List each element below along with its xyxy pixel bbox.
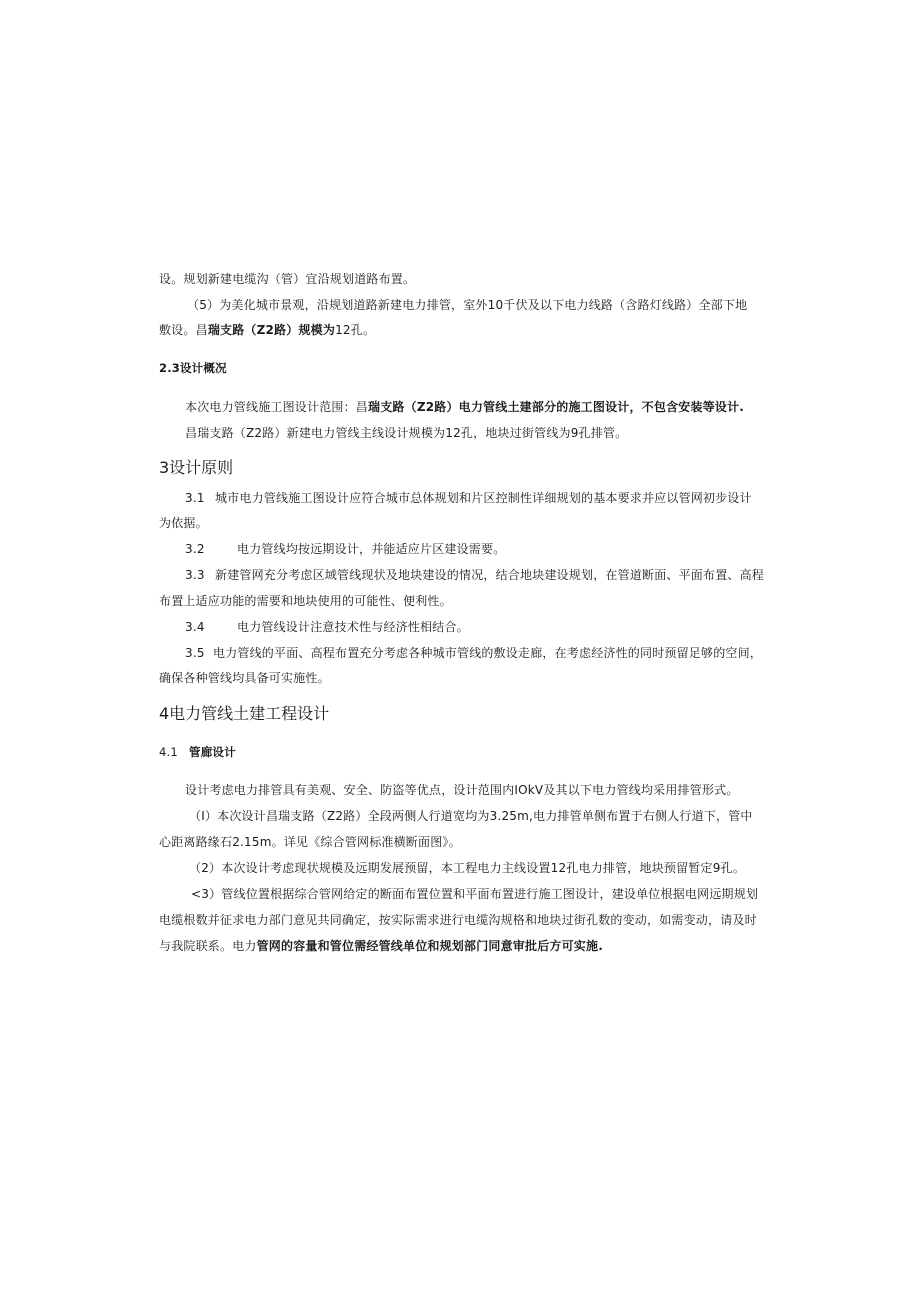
- text: （I）本次设计昌瑞支路（Z2路）全段两侧人行道宽均为3.25m,电力排管单侧布置于右侧人行道下，管中: [189, 809, 753, 823]
- text: 为依据。: [159, 516, 208, 530]
- principle-3-1: [185, 490, 752, 506]
- text: 设计考虑电力排管具有美观、安全、防盗等优点，设计范围内IOkV及其以下电力管线均采用排管形式。: [185, 783, 739, 797]
- principle-3-5-cont: [159, 670, 330, 686]
- bold-text: 瑞支路（Z2路）规模为: [207, 323, 336, 337]
- principle-3-5: [185, 645, 762, 661]
- text: 心距离路缘石2.15m。详见《综合管网标准横断面图》。: [159, 835, 461, 849]
- section-heading-4: 4电力管线土建工程设计: [159, 704, 330, 723]
- paragraph-item-5-cont: [159, 322, 375, 338]
- design-item-3-end: [159, 938, 603, 954]
- bold-text: 瑞支路（Z2路）电力管线土建部分的施工图设计，不包含安装等设计.: [368, 400, 745, 414]
- bold-text: 管网的容量和管位需经管线单位和规划部门同意审批后方可实施.: [256, 939, 603, 953]
- paragraph-scale: [185, 425, 627, 441]
- item-number: 3.1: [185, 491, 205, 505]
- item-number: 3.2: [185, 542, 205, 556]
- text: 城市电力管线施工图设计应符合城市总体规划和片区控制性详细规划的基本要求并应以管网初步设计: [215, 491, 752, 505]
- text: 本次电力管线施工图设计范围：昌: [185, 400, 369, 414]
- heading-text: 管廊设计: [189, 745, 236, 759]
- principle-3-3-cont: [159, 593, 452, 609]
- design-item-1: [189, 808, 753, 824]
- principle-3-4: [185, 619, 469, 635]
- text: 新建管网充分考虑区域管线现状及地块建设的情况，结合地块建设规划，在管道断面、平面布置、高程: [215, 568, 765, 582]
- paragraph-item-5: [187, 297, 747, 313]
- paragraph-scope: [185, 399, 744, 415]
- text: 12孔。: [335, 323, 376, 337]
- text: 电力管线均按远期设计，并能适应片区建设需要。: [237, 542, 506, 556]
- text: 与我院联系。电力: [159, 939, 257, 953]
- text: 昌瑞支路（Z2路）新建电力管线主线设计规模为12孔，地块过街管线为9孔排管。: [185, 426, 628, 440]
- item-number: 3.5: [185, 646, 205, 660]
- text: <3）管线位置根据综合管网给定的断面布置位置和平面布置进行施工图设计，建设单位根据电网远期规划: [191, 887, 759, 901]
- design-item-3: [191, 886, 758, 902]
- text: 电力管线的平面、高程布置充分考虑各种城市管线的敷设走廊，在考虑经济性的同时预留足够的空间，: [213, 646, 763, 660]
- principle-3-3: [185, 567, 764, 583]
- design-item-3-cont: [159, 912, 757, 928]
- text: 电缆根数并征求电力部门意见共同确定，按实际需求进行电缆沟规格和地块过街孔数的变动，如需变动，请及时: [159, 913, 757, 927]
- text: 布置上适应功能的需要和地块使用的可能性、便利性。: [159, 594, 452, 608]
- section-heading-3: 3设计原则: [159, 458, 234, 477]
- item-number: 3.4: [185, 620, 205, 634]
- text: （2）本次设计考虑现状规模及远期发展预留，本工程电力主线设置12孔电力排管，地块预留暂定9孔。: [189, 861, 745, 875]
- design-item-2: [189, 860, 745, 876]
- text: （5）为美化城市景观，沿规划道路新建电力排管，室外10千伏及以下电力线路（含路灯线路）全部下地: [187, 298, 748, 312]
- principle-3-2: [185, 541, 505, 557]
- section-heading-2-3: 2.3设计概况: [159, 361, 227, 375]
- section-heading-4-1: [159, 744, 236, 760]
- paragraph-design-intro: [185, 782, 739, 798]
- paragraph-continuation: [159, 271, 415, 287]
- design-item-1-cont: [159, 834, 461, 850]
- text: 电力管线设计注意技术性与经济性相结合。: [237, 620, 469, 634]
- principle-3-1-cont: [159, 515, 208, 531]
- item-number: 4.1: [159, 745, 178, 759]
- text: 确保各种管线均具备可实施性。: [159, 671, 330, 685]
- text: 敷设。昌: [159, 323, 208, 337]
- item-number: 3.3: [185, 568, 205, 582]
- text: 设。规划新建电缆沟（管）宜沿规划道路布置。: [159, 272, 416, 286]
